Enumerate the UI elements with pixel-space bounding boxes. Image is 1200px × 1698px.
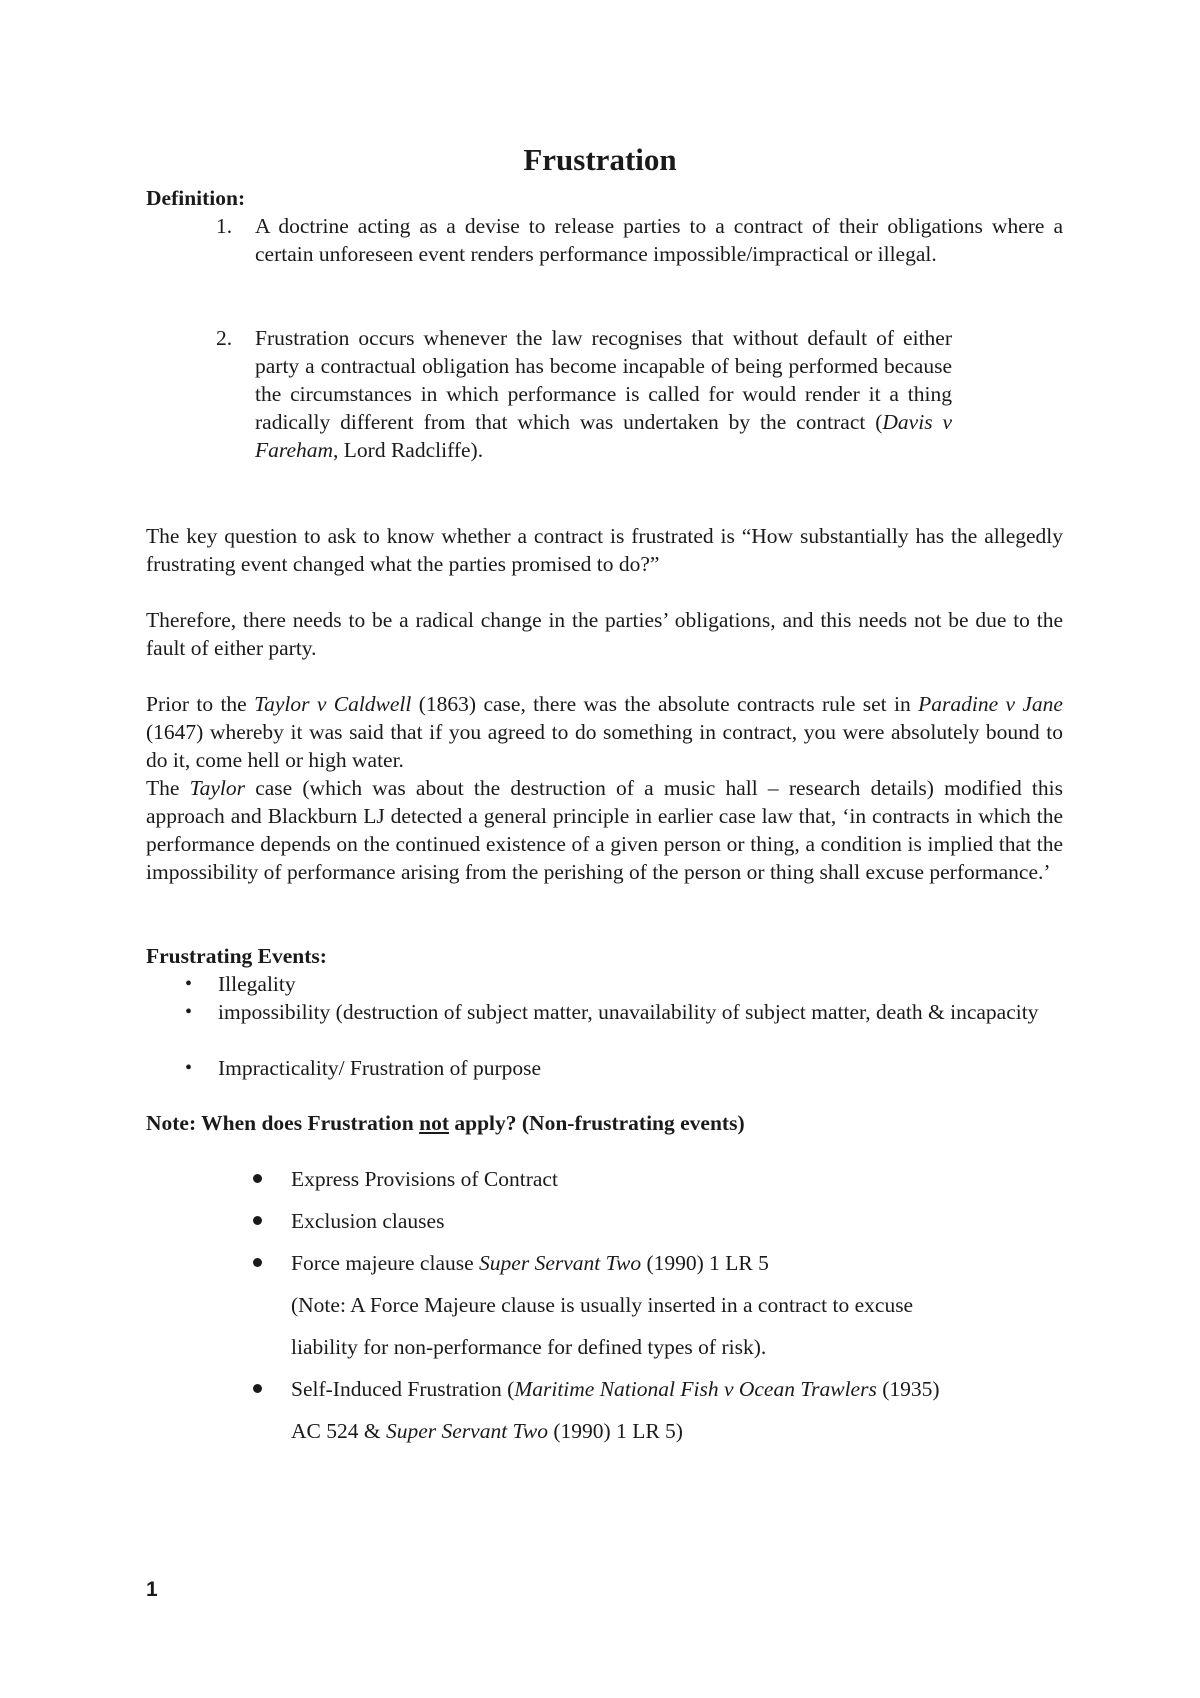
prior-text-2: (1863) case, there was the absolute contracts rule set in — [411, 692, 919, 716]
frustrating-event-2: impossibility (destruction of subject matter, unavailability of subject matter, death & incapacity — [218, 1000, 1039, 1024]
item4-line2-after: (1990) 1 LR 5) — [548, 1419, 683, 1443]
case-maritime-national-fish: Maritime National Fish v Ocean Trawlers — [514, 1377, 877, 1401]
paragraph-therefore: Therefore, there needs to be a radical change in the parties’ obligations, and this needs not be due to the fault of either party. — [146, 608, 1063, 660]
prior-text-3: (1647) whereby it was said that if you agreed to do something in contract, you were absolutely bound to do it, come hell or high water. — [146, 720, 1063, 772]
item4-text: Self-Induced Frustration ( — [291, 1377, 515, 1401]
item3-text: Force majeure clause — [291, 1251, 480, 1275]
non-frustrating-item-3 — [291, 1242, 769, 1284]
frustrating-event-1: Illegality — [218, 972, 296, 996]
item3-note-line-2: liability for non-performance for defined types of risk). — [291, 1335, 767, 1359]
definition-text-2 — [255, 324, 952, 464]
bullet-icon — [253, 1216, 262, 1225]
paragraph-key-question: The key question to ask to know whether a contract is frustrated is “How substantially has the allegedly frustrating event changed what the parties promised to do?” — [146, 524, 1063, 576]
note-heading-underlined: not — [419, 1111, 449, 1135]
note-heading-after: apply? (Non-frustrating events) — [449, 1111, 745, 1135]
non-frustrating-item-1: Express Provisions of Contract — [291, 1167, 558, 1191]
item4-after: (1935) — [876, 1377, 940, 1401]
note-heading — [146, 1109, 745, 1137]
prior-text-1: Prior to the — [146, 692, 255, 716]
bullet-icon: • — [185, 1057, 193, 1079]
bullet-icon — [253, 1384, 262, 1393]
case-super-servant-two-2: Super Servant Two — [385, 1419, 549, 1443]
page-title: Frustration — [523, 142, 677, 177]
case-taylor: Taylor — [189, 776, 245, 800]
item3-note-line-1: (Note: A Force Majeure clause is usually inserted in a contract to excuse — [291, 1293, 914, 1317]
case-taylor-v-caldwell: Taylor v Caldwell — [254, 692, 412, 716]
frustrating-events-heading: Frustrating Events: — [146, 944, 327, 968]
definition-heading: Definition: — [146, 186, 246, 210]
definition-2-text-after: , Lord Radcliffe). — [333, 438, 484, 462]
paragraph-prior — [146, 690, 1063, 774]
bullet-icon — [253, 1174, 262, 1183]
definition-text-1: A doctrine acting as a devise to release parties to a contract of their obligations where a certain unforeseen event renders performance impossible/impractical or illegal. — [255, 214, 1063, 266]
taylor-text-1: The — [146, 776, 190, 800]
paragraph-taylor — [146, 774, 1063, 886]
case-super-servant-two: Super Servant Two — [479, 1251, 642, 1275]
item4-line-2 — [291, 1410, 683, 1452]
note-heading-before: Note: When does Frustration — [146, 1111, 420, 1135]
bullet-icon: • — [185, 973, 193, 995]
frustrating-event-3: Impracticality/ Frustration of purpose — [218, 1056, 542, 1080]
definition-marker-2: 2. — [216, 326, 233, 350]
case-paradine-v-jane: Paradine v Jane — [918, 692, 1063, 716]
non-frustrating-item-2: Exclusion clauses — [291, 1209, 445, 1233]
non-frustrating-item-4 — [291, 1368, 940, 1410]
definition-2-text-before: Frustration occurs whenever the law recognises that without default of either party a contractual obligation has become incapable of being performed because the circumstances in which performance is called for would render it a thing radically different from that which was undertaken by the contract ( — [255, 326, 952, 434]
definition-marker-1: 1. — [216, 214, 233, 238]
case-davis-v-fareham: Davis v Fareham — [255, 410, 952, 462]
bullet-icon — [253, 1258, 262, 1267]
taylor-text-2: case (which was about the destruction of a music hall – research details) modified this approach and Blackburn LJ detected a general principle in earlier case law that, ‘in contracts in which the performance depends on the continued existence of a given person or thing, a condition is implied that the impossibility of performance arising from the perishing of the person or thing shall excuse performance.’ — [146, 776, 1063, 884]
item3-after: (1990) 1 LR 5 — [641, 1251, 769, 1275]
bullet-icon: • — [185, 1001, 193, 1023]
page-number: 1 — [146, 1578, 158, 1601]
item4-line2-before: AC 524 & — [291, 1419, 386, 1443]
